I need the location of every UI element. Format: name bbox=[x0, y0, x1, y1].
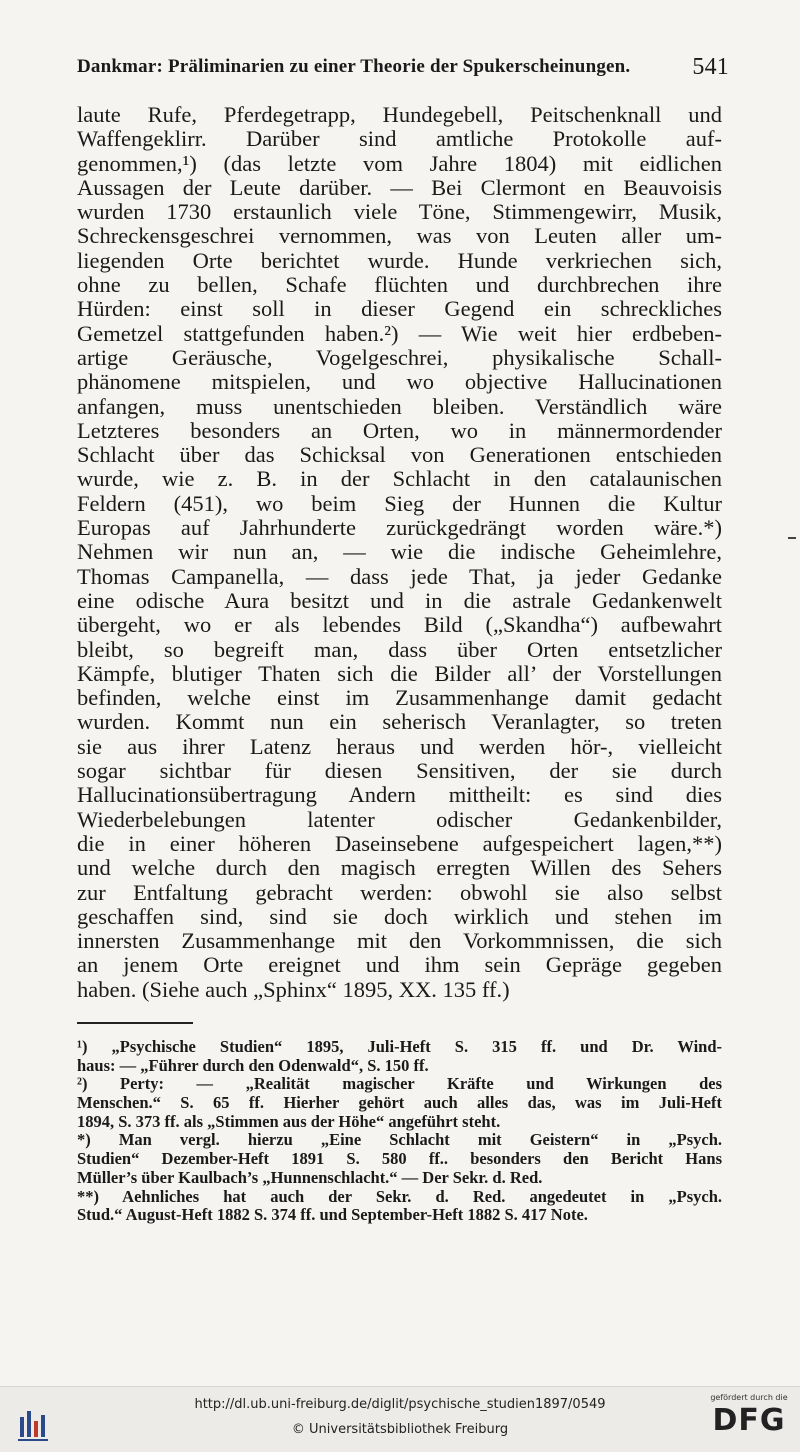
text-line: die in einer höheren Daseinsebene aufgespeichert lagen,**) bbox=[77, 831, 722, 856]
text-line: und welche durch den magisch erregten Willen des Sehers bbox=[77, 856, 722, 881]
footnote-line: *) Man vergl. hierzu „Eine Schlacht mit Geistern“ in „Psych. bbox=[77, 1131, 722, 1150]
text-line: Hürden: einst soll in dieser Gegend ein schreckliches bbox=[77, 297, 722, 322]
text-line: befinden, welche einst im Zusammenhange damit gedacht bbox=[77, 686, 722, 711]
text-line: Feldern (451), wo beim Sieg der Hunnen die Kultur bbox=[77, 491, 722, 516]
header-title: Dankmar: Präliminarien zu einer Theorie der Spukerscheinungen. bbox=[77, 56, 631, 77]
text-line: innersten Zusammenhange mit den Vorkommnissen, die sich bbox=[77, 929, 722, 954]
sponsor-logo: DFG bbox=[712, 1403, 786, 1438]
text-line: Gemetzel stattgefunden haben.²) — Wie weit hier erdbeben- bbox=[77, 321, 722, 346]
text-line: wurden. Kommt nun ein seherisch Veranlagter, so treten bbox=[77, 710, 722, 735]
footnote-line: Menschen.“ S. 65 ff. Hierher gehört auch alles das, was im Juli-Heft bbox=[77, 1094, 722, 1113]
footnote-line: Stud.“ August-Heft 1882 S. 374 ff. und September-Heft 1882 S. 417 Note. bbox=[77, 1206, 588, 1225]
dfg-logo-icon bbox=[706, 1393, 792, 1449]
footnote-line: Studien“ Dezember-Heft 1891 S. 580 ff.. besonders den Bericht Hans bbox=[77, 1150, 722, 1169]
footnote-line: **) Aehnliches hat auch der Sekr. d. Red. angedeutet in „Psych. bbox=[77, 1187, 722, 1206]
text-line: bleibt, so begreift man, dass über Orten entsetzlicher bbox=[77, 637, 722, 662]
page-number: 541 bbox=[692, 54, 729, 80]
running-header bbox=[77, 56, 729, 78]
text-line: phänomene mitspielen, und wo objective Hallucinationen bbox=[77, 370, 722, 395]
text-line: Kämpfe, blutiger Thaten sich die Bilder all’ der Vorstellungen bbox=[77, 661, 722, 686]
text-line: zur Entfaltung gebracht werden: obwohl sie also selbst bbox=[77, 880, 722, 905]
text-line: haben. (Siehe auch „Sphinx“ 1895, XX. 135 ff.) bbox=[77, 977, 510, 1002]
text-line: laute Rufe, Pferdegetrapp, Hundegebell, Peitschenknall und bbox=[77, 103, 722, 127]
text-line: ohne zu bellen, Schafe flüchten und durchbrechen ihre bbox=[77, 273, 722, 298]
viewer-footer bbox=[0, 1386, 800, 1452]
text-line: Waffengeklirr. Darüber sind amtliche Protokolle auf- bbox=[77, 127, 722, 152]
text-line: artige Geräusche, Vogelgeschrei, physikalische Schall- bbox=[77, 345, 722, 370]
text-line: Thomas Campanella, — dass jede That, ja jeder Gedanke bbox=[77, 564, 722, 589]
text-line: Schreckensgeschrei vernommen, was von Leuten aller um- bbox=[77, 224, 722, 249]
footnote-rule bbox=[77, 1022, 193, 1024]
text-line: sogar sichtbar für diesen Sensitiven, der sie durch bbox=[77, 759, 722, 784]
source-url[interactable]: http://dl.ub.uni-freiburg.de/diglit/psychische_studien1897/0549 bbox=[194, 1397, 606, 1412]
text-line: Aussagen der Leute darüber. — Bei Clermont en Beauvoisis bbox=[77, 175, 722, 200]
text-line: wurde, wie z. B. in der Schlacht in den catalaunischen bbox=[77, 467, 722, 492]
footnote-line: ¹) „Psychische Studien“ 1895, Juli-Heft S. 315 ff. und Dr. Wind- bbox=[77, 1038, 722, 1056]
footnote-line: Müller’s über Kaulbach’s „Hunnenschlacht.“ — Der Sekr. d. Red. bbox=[77, 1168, 543, 1187]
body-text bbox=[77, 103, 722, 1002]
text-line: sie aus ihrer Latenz heraus und werden hör-, vielleicht bbox=[77, 734, 722, 759]
footnote-line: 1894, S. 373 ff. als „Stimmen aus der Höhe“ angeführt steht. bbox=[77, 1112, 501, 1131]
text-line: an jenem Orte ereignet und ihm sein Gepräge gegeben bbox=[77, 953, 722, 978]
text-line: Letzteres besonders an Orten, wo in männermordender bbox=[77, 418, 722, 443]
sponsor-caption: gefördert durch die bbox=[710, 1393, 788, 1402]
margin-mark bbox=[788, 537, 796, 539]
footnote-line: haus: — „Führer durch den Odenwald“, S. 150 ff. bbox=[77, 1056, 429, 1075]
copyright-notice: © Universitätsbibliothek Freiburg bbox=[291, 1422, 509, 1437]
footnotes bbox=[77, 1038, 722, 1225]
text-line: geschaffen sind, sind sie doch wirklich und stehen im bbox=[77, 904, 722, 929]
text-line: übergeht, wo er als lebendes Bild („Skandha“) aufbewahrt bbox=[77, 613, 722, 638]
text-line: Nehmen wir nun an, — wie die indische Geheimlehre, bbox=[77, 540, 722, 565]
text-line: liegenden Orte berichtet wurde. Hunde verkriechen sich, bbox=[77, 248, 722, 273]
text-line: Europas auf Jahrhunderte zurückgedrängt worden wäre.*) bbox=[77, 516, 722, 541]
text-line: Schlacht über das Schicksal von Generationen entschieden bbox=[77, 443, 722, 468]
text-line: eine odische Aura besitzt und in die astrale Gedankenwelt bbox=[77, 588, 722, 613]
text-line: anfangen, muss unentschieden bleiben. Verständlich wäre bbox=[77, 394, 722, 419]
text-line: Wiederbelebungen latenter odischer Gedankenbilder, bbox=[77, 807, 722, 832]
text-line: genommen,¹) (das letzte vom Jahre 1804) mit eidlichen bbox=[77, 151, 722, 176]
text-line: wurden 1730 erstaunlich viele Töne, Stimmengewirr, Musik, bbox=[77, 200, 722, 225]
text-line: Hallucinationsübertragung Andern mittheilt: es sind dies bbox=[77, 783, 722, 808]
footnote-line: ²) Perty: — „Realität magischer Kräfte und Wirkungen des bbox=[77, 1075, 722, 1094]
